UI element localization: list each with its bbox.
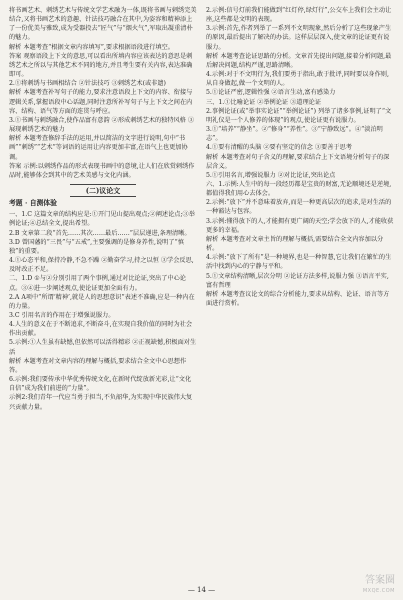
paragraph: 2.示例:信号灯前我们能做到“红灯停,绿灯行”,公交车上我们会主动让座,这些都是文明的表现。 — [206, 7, 392, 24]
paragraph: 3.①书画与刺绣融合,使作品富有意韵 ②形成刺绣艺术的独特风格 ③展现刺绣艺术的魅力 — [9, 116, 195, 134]
paragraph: 2.事例论证(或“举事实论证”“举例论证”) 列举了诸多事例,证明了“文明礼仪是一个人修养的体现”的观点,使论证更有说服力。 — [206, 107, 392, 124]
paragraph: 二、1.D ①与②分别引用了两个事例,通过对比论证,突出了中心论点。③④进一步阐述观点,使论证更加全面有力。 — [9, 275, 186, 292]
paragraph: 5.①引用名言,增强说服力 ②对比论证,突出论点 — [206, 171, 336, 179]
paragraph: 2.①将刺绣与书画相结合 ②针法技巧 ③刺绣艺术(或非遗) — [9, 80, 166, 88]
paragraph: 4.示例:“放下了所有”是一种境界,也是一种智慧,它让我们在繁忙的生活中找到内心的宁静与平和。 — [206, 254, 392, 271]
paragraph: 4.①要有清醒的头脑 ②要有坚定的信念 ③要善于思考 — [206, 144, 352, 152]
paragraph: 3.C 引用名言的作用在于增强说服力。 — [9, 312, 115, 319]
section-title: (二)议论文 — [9, 186, 197, 195]
paragraph: 2.示例:“放下”并不意味着放弃,而是一种更高层次的追求,是对生活的一种豁达与包容。 — [206, 199, 392, 216]
page-number: — 14 — — [187, 586, 216, 594]
paragraph: 5.①论证严密,逻辑性强 ②语言生动,富有感染力 — [206, 89, 336, 97]
paragraph: 六、1.示例:人生中的每一段经历都是宝贵的财富,无论顺境还是逆境,都值得我们用心去体会。 — [206, 180, 392, 198]
paragraph: 2.B 文章第二段“首先……其次……最后……”层层递进,条理清晰。 — [9, 229, 191, 237]
paragraph: 3.示例:懂得放下的人,才能拥有更广阔的天空;学会放下的人,才能收获更多的幸福。 — [206, 217, 394, 234]
paragraph: 4.人生的意义在于不断追求,不断奋斗,在实现自我价值的同时为社会作出贡献。 — [9, 321, 193, 338]
paragraph: 一、1.C 这篇文章的结构应是:①开门见山提出观点;②阐述论点;③举例论证;④总结全文,提出希望。 — [9, 211, 195, 228]
paragraph: 2.A A项中“所谓‘精神’,就是人的思想意识”表述不准确,应是一种内在的力量。 — [9, 293, 195, 310]
paragraph: 3.①“培养”“静坐”。②“修身”“养性”。③“宁静致远”。④“淡泊明志”。 — [206, 126, 383, 143]
paragraph: 解析 本题考查补写句子的能力,要求注意语段上下文的内容、衔接与逻辑关系,掌握语段中心话题,同时注意所补写句子与上下文之间在内容、结构、语气等方面的连贯与呼应。 — [9, 89, 193, 115]
paragraph: 6.示例:我们要传承中华优秀传统文化,在新时代绽放新光彩,让“文化自信”成为我们前进的“力量”。 — [9, 376, 192, 393]
paragraph: 答案 观察语段上下文的意思,可以看出所填内容应该表达的意思是刺绣艺术之所以与其他艺术不同的地方,并且考生要有关内容,表达准确即可。 — [9, 52, 193, 79]
left-column — [9, 6, 197, 412]
paragraph: 解析 本题考查论证思路的分析。文章首先提出问题,接着分析问题,最后解决问题,结构严谨,思路清晰。 — [206, 52, 392, 69]
sub-title: 考题 · 自测体验 — [9, 199, 57, 208]
paragraph: 解析 本题考查对句子含义的理解,要求结合上下文语境分析句子的深层含义。 — [206, 153, 390, 170]
paragraph: 三、1.①比喻论证 ②举例论证 ③道理论证 — [206, 98, 322, 106]
right-column — [206, 6, 394, 308]
watermark-logo: 答案圈 MXQE.COM — [362, 575, 395, 594]
paragraph: 3.示例:首先,作者列举了一系列不文明现象,然后分析了这些现象产生的原因,最后提出了解决的办法。这样层层深入,使文章的论证更有说服力。 — [206, 25, 392, 51]
paragraph: 答案 示例:以刺绣作品的形式表现书画中的意境,让人们在欣赏刺绣作品时,能够体会到其中的艺术美感与文化内涵。 — [9, 162, 195, 179]
paragraph: 解析 本题考查对文章主旨的理解与概括,需要结合全文内容加以分析。 — [206, 235, 384, 253]
paragraph: 解析 本题考查“根据文章内容填写”,要求根据语段进行填空。 — [9, 43, 174, 51]
paragraph: 4.①心态平和,保持冷静,不急不躁 ②勤奋学习,持之以恒 ③学会反思,及时改正不足。 — [9, 257, 194, 274]
paragraph: 将书画艺术、刺绣艺术与传统文学艺术融为一体,既将书画与刺绣完美结合,又将书画艺术的意趣、针法技巧融合在其中,为姿容和精神添上了一份优美与雅致,成为受器投去“匠气”与“烟火气”,军取出凝重清朴的魅力。 — [9, 7, 197, 42]
paragraph: 解析 本题考查对文章内容的理解与概括,要求结合全文中心思想作答。 — [9, 357, 187, 374]
paragraph: 示例2:我们青年一代应当勇于担当,不负韶华,为实现中华民族伟大复兴贡献力量。 — [9, 394, 193, 411]
paragraph: 解析 本题考查议论文的综合分析能力,要求从结构、论证、语言等方面进行赏析。 — [206, 290, 390, 307]
paragraph: 解析 本题考查修辞手法的运用,并以简洁的文字进行说明,句中“书画”“刺绣”“艺术”等词语的运用让内容更加丰富,在语气上也更加协调。 — [9, 135, 188, 161]
paragraph: 5.①文章结构清晰,层次分明 ②论证方法多样,说服力强 ③语言平实,富有哲理 — [206, 272, 389, 289]
paragraph: 3.D 曾国藩的“三畏”与“五戒”,主要强调的是修身养性,说明了“慎独”的重要。 — [9, 238, 184, 255]
paragraph: 4.示例:对于不文明行为,我们要勇于指出,敢于批评,同时要以身作则,从自身做起,做一个文明的人。 — [206, 71, 389, 88]
paragraph: 5.示例:①人生虽有缺憾,但依然可以活得精彩 ②正视缺憾,积极面对生活 — [9, 339, 197, 356]
